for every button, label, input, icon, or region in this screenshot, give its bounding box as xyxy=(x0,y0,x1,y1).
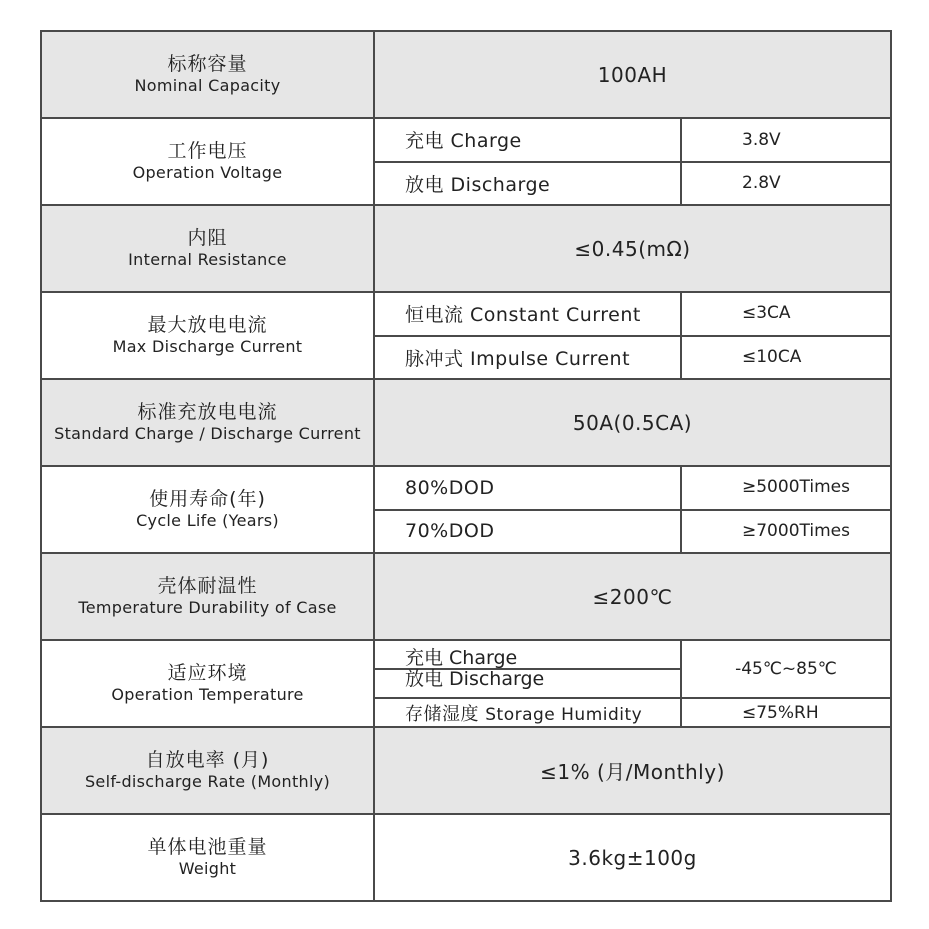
label-en: Max Discharge Current xyxy=(112,337,303,357)
label-en: Operation Temperature xyxy=(111,685,304,705)
label-en: Operation Voltage xyxy=(132,163,283,183)
label-zh: 标称容量 xyxy=(167,52,248,75)
label-cell xyxy=(41,31,374,118)
spec-value: ≤1% (月/Monthly) xyxy=(374,727,891,814)
spec-row-max-discharge-current xyxy=(41,292,891,336)
spec-value: 50A(0.5CA) xyxy=(374,379,891,466)
sub-label: 充电 Charge xyxy=(374,118,681,162)
sub-value: ≤3CA xyxy=(681,292,891,336)
spec-row-weight xyxy=(41,814,891,901)
spec-value: 100AH xyxy=(374,31,891,118)
label-cell xyxy=(41,814,374,901)
label-zh: 使用寿命(年) xyxy=(149,487,266,510)
sub-label xyxy=(374,698,681,727)
label-cell xyxy=(41,727,374,814)
battery-spec-table xyxy=(40,30,892,902)
label-zh: 标准充放电电流 xyxy=(137,400,278,423)
sub-value: 3.8V xyxy=(681,118,891,162)
sub-label: 放电 Discharge xyxy=(374,669,681,698)
sub-label: 放电 Discharge xyxy=(374,162,681,206)
sub-label: 80%DOD xyxy=(374,466,681,510)
label-cell xyxy=(41,118,374,205)
label-en: Self-discharge Rate (Monthly) xyxy=(84,772,331,792)
storage-label-en: Storage Humidity xyxy=(485,704,643,725)
sub-value: 2.8V xyxy=(681,162,891,206)
spec-row-cycle-life xyxy=(41,466,891,510)
label-zh: 适应环境 xyxy=(167,661,248,684)
sub-label: 脉冲式 Impulse Current xyxy=(374,336,681,380)
sub-value: ≥5000Times xyxy=(681,466,891,510)
label-zh: 壳体耐温性 xyxy=(157,574,258,597)
spec-row-temperature-durability xyxy=(41,553,891,640)
label-cell xyxy=(41,466,374,553)
sub-value: ≤10CA xyxy=(681,336,891,380)
temperature-range-value: -45℃~85℃ xyxy=(681,640,891,698)
spec-value: 3.6kg±100g xyxy=(374,814,891,901)
sub-value: ≤75%RH xyxy=(681,698,891,727)
label-cell xyxy=(41,292,374,379)
spec-row-operation-voltage xyxy=(41,118,891,162)
label-en: Cycle Life (Years) xyxy=(136,511,279,531)
label-zh: 内阻 xyxy=(187,226,228,249)
spec-row-nominal-capacity xyxy=(41,31,891,118)
spec-row-internal-resistance xyxy=(41,205,891,292)
spec-value: ≤200℃ xyxy=(374,553,891,640)
label-cell xyxy=(41,553,374,640)
sub-label: 恒电流 Constant Current xyxy=(374,292,681,336)
sub-value: ≥7000Times xyxy=(681,510,891,554)
label-zh: 工作电压 xyxy=(167,139,248,162)
spec-row-operation-temperature xyxy=(41,640,891,669)
storage-label-zh: 存储湿度 xyxy=(405,703,479,725)
label-zh: 单体电池重量 xyxy=(147,835,268,858)
spec-row-standard-current xyxy=(41,379,891,466)
label-en: Standard Charge / Discharge Current xyxy=(54,424,361,444)
spec-row-self-discharge-rate xyxy=(41,727,891,814)
label-en: Nominal Capacity xyxy=(134,76,281,96)
sub-label: 70%DOD xyxy=(374,510,681,554)
label-en: Internal Resistance xyxy=(128,250,287,270)
label-cell xyxy=(41,205,374,292)
spec-value: ≤0.45(mΩ) xyxy=(374,205,891,292)
sub-label: 充电 Charge xyxy=(374,640,681,669)
label-cell xyxy=(41,379,374,466)
label-en: Weight xyxy=(178,859,237,879)
label-zh: 最大放电电流 xyxy=(147,313,268,336)
label-en: Temperature Durability of Case xyxy=(78,598,337,618)
label-cell xyxy=(41,640,374,727)
label-zh: 自放电率 (月) xyxy=(145,748,270,771)
